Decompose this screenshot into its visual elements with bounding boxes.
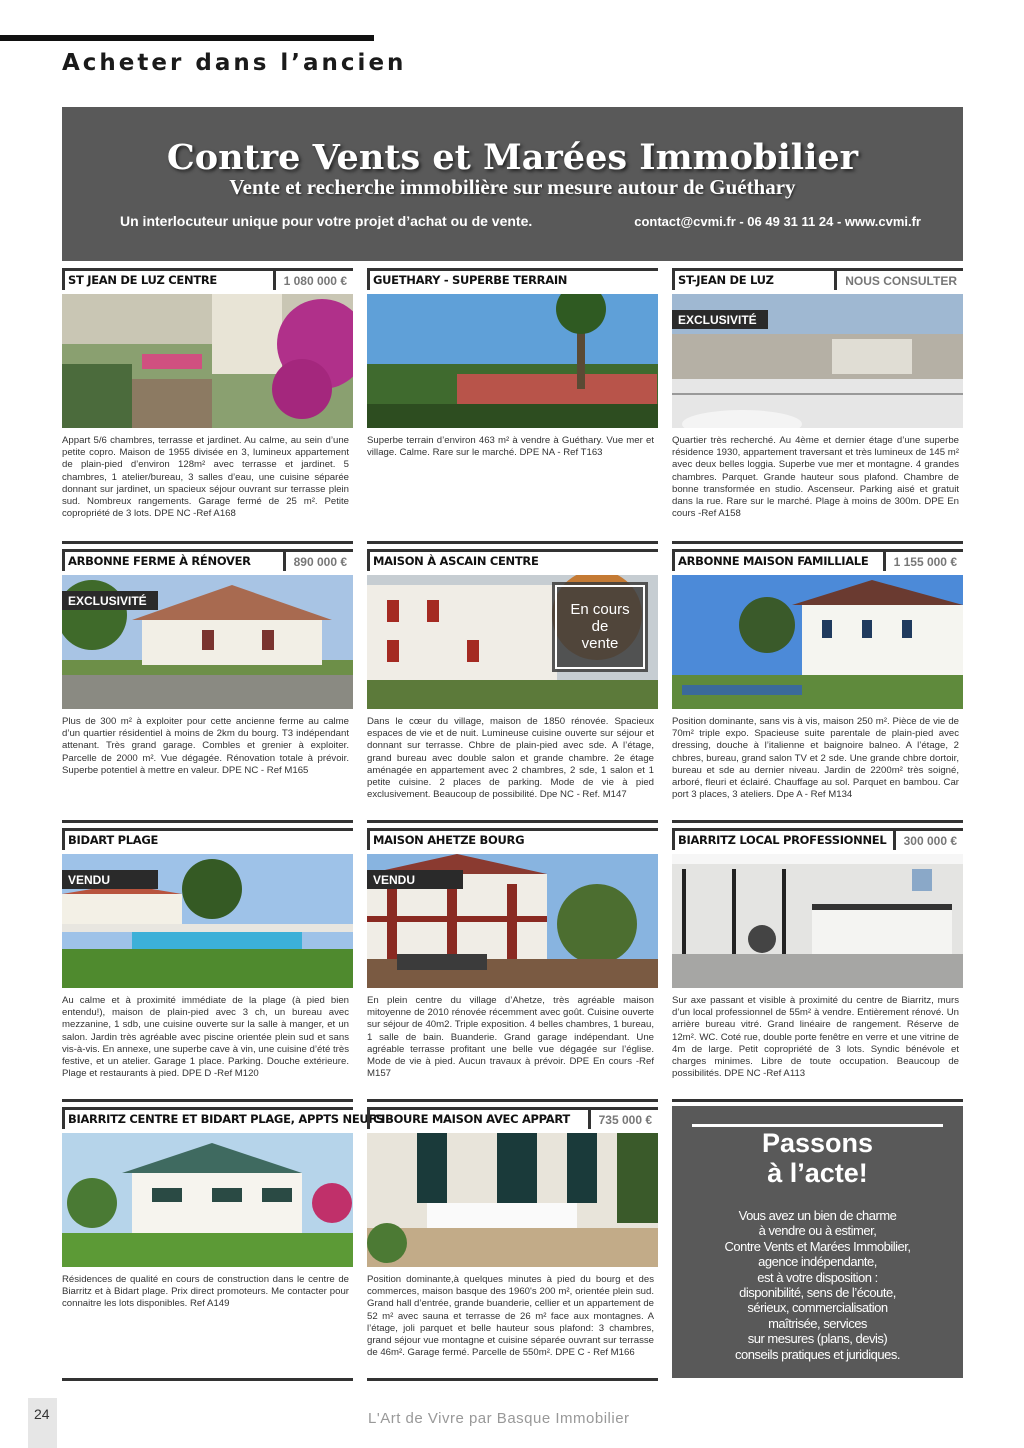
- listing-description: Appart 5/6 chambres, terrasse et jardinet. Au calme, au sein d’une petite copro. Maison de 1955 divisée en 3, lumineux appartement de plain-pied d’environ 128m² avec terrasse et jardinet. 5 chambres, 1 atelier/bureau, 3 salles d’eau, une cuisine séparée donnant sur jardinet, un spacieux séjour ouvrant sur terrasse plein sud. Nombreux rangements. Garage fermé de 25 m². Petite copropriété de 3 lots. DPE NC -Ref A168: [62, 435, 349, 520]
- listing-title: BIDART PLAGE: [68, 833, 159, 847]
- listing-card[interactable]: [367, 1107, 658, 1381]
- agency-name: Contre Vents et Marées Immobilier: [166, 137, 859, 178]
- listing-photo[interactable]: [62, 294, 353, 428]
- exclusivity-badge: EXCLUSIVITÉ: [672, 310, 768, 329]
- promo-rule: [692, 1124, 943, 1127]
- listing-photo[interactable]: [62, 1133, 353, 1267]
- listing-price: 1 080 000 €: [273, 271, 353, 290]
- listing-photo[interactable]: [62, 854, 353, 988]
- listing-card[interactable]: [367, 268, 658, 544]
- sale-line: En cours: [570, 601, 630, 618]
- card-bottom-rule: [62, 820, 353, 823]
- card-bottom-rule: [62, 541, 353, 544]
- listing-title: ARBONNE FERME À RÉNOVER: [68, 554, 251, 568]
- listing-card[interactable]: [672, 828, 963, 1102]
- listing-title: GUETHARY - SUPERBE TERRAIN: [373, 273, 568, 287]
- listing-photo[interactable]: [367, 575, 658, 709]
- sale-line: de: [591, 618, 609, 635]
- promo-line: sérieux, commercialisation: [747, 1300, 888, 1316]
- promo-line: sur mesures (plans, devis): [747, 1331, 888, 1347]
- section-title: Acheter dans l’ancien: [62, 50, 407, 76]
- promo-text: [672, 1208, 963, 1362]
- listing-description: Position dominante, sans vis à vis, maison 250 m². Pièce de vie de 70m² triple expo. Spacieuse suite parentale de plain-pied avec dressing, douche à l’italienne et baignoire balneo. A l’étage, 2 chbres, bureau, grand salon TV et 2 sde. Une grande chbre dortoir, bureau et sde au dernier niveau. Jardin de 2200m² très soigné, arboré, fleuri et éclairé. Chauffage au sol. Parquet en bambou. Car port 3 places, 3 ateliers. Dpe A - Ref M134: [672, 716, 959, 801]
- promo-heading-line: à l’acte!: [767, 1158, 868, 1188]
- listing-description: Dans le cœur du village, maison de 1850 rénovée. Spacieux espaces de vie et de nuit. Lumineuse cuisine ouverte sur séjour et donnant sur terrasse. Chbre de plain-pied avec sde. A l’étage, grand bureau avec double salon et grande chambre. 2e étage aménagée en appartement avec 2 chambres, 2 sde, 1 salon et 1 petite cuisine. 2 places de parking. Mode de vie à pied exclusivement. Beaucoup de possibilité. Dpe NC - Ref. M147: [367, 716, 654, 801]
- listing-photo[interactable]: [62, 575, 353, 709]
- listing-photo[interactable]: [672, 575, 963, 709]
- agency-contact[interactable]: contact@cvmi.fr - 06 49 31 11 24 - www.cvmi.fr: [634, 214, 921, 229]
- listing-description: Superbe terrain d’environ 463 m² à vendre à Guéthary. Vue mer et village. Calme. Rare sur le marché. DPE NA - Ref T163: [367, 435, 654, 459]
- listing-card[interactable]: [672, 268, 963, 544]
- promo-line: Contre Vents et Marées Immobilier,: [724, 1238, 911, 1254]
- listing-title: ST-JEAN DE LUZ: [678, 273, 774, 287]
- listing-price: 890 000 €: [283, 552, 353, 571]
- sold-badge: VENDU: [367, 870, 463, 889]
- promo-line: est à votre disposition :: [757, 1269, 878, 1285]
- listing-description: Position dominante,à quelques minutes à pied du bourg et des commerces, maison basque des 1960's 200 m², orientée plein sud. Grand hall d’entrée, grande buanderie, cellier et un appartement de 52 m² avec sauna et terrasse de 26 m² face aux montagnes. A l’étage, joli parquet et belle hauteur sous plafond: 3 chambres, grand séjour vue montagne et cuisine séparée ouvrant sur terrasse de 46m². Garage fermé. Parcelle de 550m². DPE C - Ref M166: [367, 1274, 654, 1359]
- agency-interlocutor: Un interlocuteur unique pour votre projet d’achat ou de vente.: [120, 213, 533, 229]
- listing-price: NOUS CONSULTER: [834, 271, 963, 290]
- listing-card[interactable]: [367, 549, 658, 823]
- listing-title: BIARRITZ CENTRE ET BIDART PLAGE, APPTS NEUFS: [68, 1112, 384, 1126]
- promo-line: Vous avez un bien de charme: [738, 1208, 897, 1223]
- listing-price: 300 000 €: [893, 831, 963, 850]
- listing-description: Au calme et à proximité immédiate de la plage (à pied bien entendu!), maison de plain-pied avec 3 ch, un bureau avec mezzanine, 1 sdb, une cuisine ouverte sur la salle à manger, et un salon. Jardin très agréable avec piscine orientée plein sud et sans vis-à-vis. En annexe, une superbe cave à vin, une cuisine d’été très festive, et un atelier. Garage 1 place. Parking. Douche extérieure. Plage et restaurants à pied. DPE D -Ref M120: [62, 995, 349, 1080]
- promo-box: [672, 1106, 963, 1378]
- agency-tagline: Vente et recherche immobilière sur mesure autour de Guéthary: [229, 175, 796, 199]
- listing-title: ARBONNE MAISON FAMILLIALE: [678, 554, 869, 568]
- listing-price: 1 155 000 €: [883, 552, 963, 571]
- card-bottom-rule: [62, 1099, 353, 1102]
- listing-card[interactable]: [62, 549, 353, 823]
- agency-banner: [62, 107, 963, 261]
- listing-title: MAISON À ASCAIN CENTRE: [373, 554, 539, 568]
- promo-line: à vendre ou à estimer,: [758, 1223, 877, 1239]
- listing-photo[interactable]: [672, 854, 963, 988]
- listing-title: ST JEAN DE LUZ CENTRE: [68, 273, 217, 287]
- promo-heading: [672, 1128, 963, 1188]
- page-number: 24: [28, 1398, 57, 1448]
- listing-title: BIARRITZ LOCAL PROFESSIONNEL: [678, 833, 887, 847]
- listing-description: Plus de 300 m² à exploiter pour cette ancienne ferme au calme d’un quartier résidentiel à moins de 2km du bourg. T3 indépendant attenant. Très grand garage. Combles et grenier à exploiter. Parcelle de 2000 m². Vue dégagée. Rénovation totale à prévoir. Superbe potentiel à mettre en valeur. DPE NC - Ref M165: [62, 716, 349, 776]
- card-bottom-rule: [672, 541, 963, 544]
- card-bottom-rule: [672, 820, 963, 823]
- promo-line: disponibilité, sens de l’écoute,: [739, 1285, 896, 1301]
- listing-card[interactable]: [62, 828, 353, 1102]
- promo-line: agence indépendante,: [758, 1254, 877, 1270]
- card-bottom-rule: [62, 1378, 353, 1381]
- exclusivity-badge: EXCLUSIVITÉ: [62, 591, 158, 610]
- listing-photo[interactable]: [367, 854, 658, 988]
- listing-card[interactable]: [62, 268, 353, 544]
- listing-card[interactable]: [672, 549, 963, 823]
- listing-description: Résidences de qualité en cours de construction dans le centre de Biarritz et à Bidart plage. Prix direct promoteurs. Me contacter pour connaitre les lots disponibles. Ref A149: [62, 1274, 349, 1310]
- card-bottom-rule: [367, 1378, 658, 1381]
- listing-title: CIBOURE MAISON AVEC APPART: [373, 1112, 570, 1126]
- listing-description: Quartier très recherché. Au 4ème et dernier étage d’une superbe résidence 1930, appartement traversant et très lumineux de 145 m² avec deux belles loggia. Superbe vue mer et montagne. 4 grandes chambres. Parquet. Grande hauteur sous plafond. Chambre de bonne transformée en studio. Ascenseur. Parking aisé et gratuit dans la rue. Rare sur le marché. Plage à moins de 300m. DPE En cours -Ref A158: [672, 435, 959, 520]
- listing-photo[interactable]: [672, 294, 963, 428]
- card-bottom-rule: [367, 1099, 658, 1102]
- listing-photo[interactable]: [367, 294, 658, 428]
- card-bottom-rule: [672, 1099, 963, 1102]
- card-bottom-rule: [367, 541, 658, 544]
- listing-description: Sur axe passant et visible à proximité du centre de Biarritz, murs d’un local professionnel de 55m² à vendre. Entièrement rénové. Un arrière bureau vitré. Grand linéaire de rangement. Réserve de 12m². WC. Coté rue, double porte fenêtre en verre et une vitrine de 4m de large. Petit copropriété de 3 lots. Syndic bénévole et charges minimes. Libre de toute occupation. Beaucoup de possibilités. DPE NC -Ref A113: [672, 995, 959, 1080]
- promo-line: maîtrisée, services: [768, 1315, 867, 1331]
- promo-line: conseils pratiques et juridiques.: [735, 1346, 900, 1362]
- sale-line: vente: [581, 635, 619, 652]
- footer-text: L'Art de Vivre par Basque Immobilier: [368, 1410, 630, 1427]
- sale-in-progress-box: [555, 585, 645, 669]
- top-rule: [0, 35, 374, 41]
- sold-badge: VENDU: [62, 870, 158, 889]
- listing-card[interactable]: [62, 1107, 384, 1381]
- listing-card[interactable]: [367, 828, 658, 1102]
- listing-price: 735 000 €: [588, 1110, 658, 1129]
- card-bottom-rule: [367, 820, 658, 823]
- listing-title: MAISON AHETZE BOURG: [373, 833, 525, 847]
- listing-description: En plein centre du village d’Ahetze, très agréable maison mitoyenne de 2010 rénovée récemment avec goût. Cuisine ouverte sur séjour de 40m2. Triple exposition. 4 belles chambres, 1 bureau, 1 salle de bain. Buanderie. Grand garage indépendant. Une agréable terrasse profitant une belle vue dégagée sur l’église. Mode de vie à pied. Aucun travaux à prévoir. DPE En cours -Ref M157: [367, 995, 654, 1080]
- listing-photo[interactable]: [367, 1133, 658, 1267]
- promo-heading-line: Passons: [761, 1128, 874, 1158]
